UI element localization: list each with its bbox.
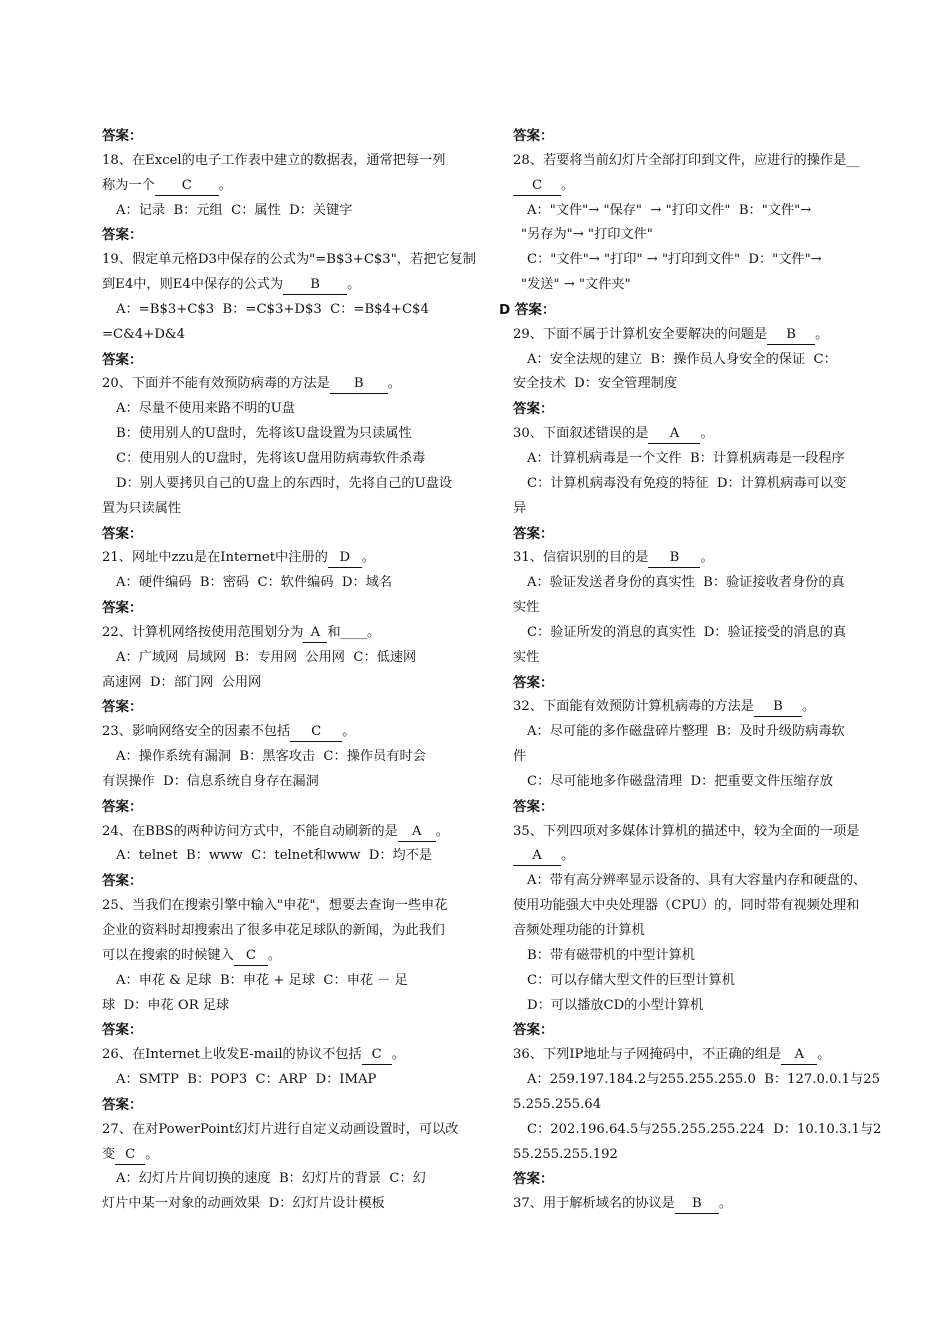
answer-blank: B [648, 549, 700, 568]
option-line: C：计算机病毒没有免疫的特征 D：计算机病毒可以变 [527, 475, 847, 491]
continuation-line: 球 D：申花 OR 足球 [102, 997, 230, 1013]
answer-blank: C [362, 1046, 392, 1065]
answer-blank: B [767, 326, 815, 345]
answer-blank: B [330, 375, 388, 394]
option-line: C：使用别人的U盘时，先将该U盘用防病毒软件杀毒 [116, 450, 426, 466]
answer-blank: A [513, 847, 561, 866]
question-suffix: 。 [435, 823, 449, 839]
question-line [513, 174, 893, 199]
question-suffix: 。 [815, 326, 829, 342]
right-column [499, 124, 893, 1217]
answer-label: 答案： [102, 128, 143, 144]
answer-label: 答案： [513, 798, 554, 815]
question-line [513, 820, 893, 845]
answer-label: 答案： [102, 525, 143, 542]
answer-label: 答案： [102, 351, 143, 368]
question-text: 22、计算机网络按使用范围划分为 [102, 624, 304, 640]
question-text: 称为一个 [102, 177, 155, 193]
question-text: 31、信宿识别的目的是 [513, 550, 649, 566]
option-line: A：计算机病毒是一个文件 B：计算机病毒是一段程序 [527, 450, 845, 466]
answer-label: 答案： [513, 401, 554, 418]
answer-label: 答案： [102, 798, 143, 815]
answer-blank: C [115, 1146, 145, 1165]
question-text: 29、下面不属于计算机安全要解决的问题是 [513, 326, 768, 342]
question-text: 21、网址中zzu是在Internet中注册的 [102, 550, 328, 566]
continuation-line: 高速网 D：部门网 公用网 [102, 674, 262, 690]
question-suffix: 。 [218, 177, 232, 193]
question-text: 25、当我们在搜索引擎中输入"申花"，想要去查询一些申花 [102, 898, 448, 914]
answer-label: 答案： [513, 1022, 554, 1039]
question-line [102, 1043, 480, 1068]
question-text: 30、下面叙述错误的是 [513, 426, 649, 442]
option-line: B：使用别人的U盘时，先将该U盘设置为只读属性 [116, 426, 412, 442]
question-text: 27、在对PowerPoint幻灯片进行自定义动画设置时，可以改 [102, 1121, 459, 1137]
continuation-line: "发送" → "文件夹" [521, 277, 631, 293]
question-line [102, 372, 480, 397]
question-suffix: 。 [347, 277, 361, 293]
question-line [513, 1043, 893, 1068]
question-suffix: 。 [145, 1146, 159, 1162]
continuation-line: =C&4+D&4 [102, 326, 186, 342]
question-line [102, 1143, 480, 1168]
question-suffix: 。 [561, 177, 575, 193]
answer-blank: B [675, 1195, 719, 1214]
left-column [102, 124, 480, 1217]
option-line: A：操作系统有漏洞 B：黑客攻击 C：操作员有时会 [116, 749, 426, 765]
answer-label: 答案： [102, 699, 143, 716]
option-line: A：广域网 局域网 B：专用网 公用网 C：低速网 [116, 649, 417, 665]
question-line [102, 248, 480, 273]
answer-blank: C [155, 177, 219, 196]
answer-blank: B [283, 276, 347, 295]
option-line: B：带有磁带机的中型计算机 [527, 947, 695, 963]
option-line: A：SMTP B：POP3 C：ARP D：IMAP [116, 1072, 377, 1088]
question-suffix: 。 [387, 376, 401, 392]
answer-label: 答案： [102, 1022, 143, 1039]
continuation-line: "另存为"→ "打印文件" [521, 227, 653, 243]
continuation-line: 使用功能强大中央处理器（CPU）的，同时带有视频处理和 [513, 898, 860, 914]
question-line [102, 273, 480, 298]
question-line [513, 1192, 893, 1217]
question-line [513, 695, 893, 720]
question-suffix: 。 [391, 1047, 405, 1063]
option-line: A：申花 & 足球 B：申花 + 足球 C：申花 － 足 [116, 972, 408, 988]
question-text: 18、在Excel的电子工作表中建立的数据表，通常把每一列 [102, 152, 446, 168]
answer-label: 答案： [102, 227, 143, 244]
option-line: C：可以存储大型文件的巨型计算机 [527, 972, 735, 988]
question-suffix: 。 [817, 1047, 831, 1063]
question-line [513, 422, 893, 447]
question-text: 37、用于解析域名的协议是 [513, 1196, 675, 1212]
question-text: 19、假定单元格D3中保存的公式为"=B$3+C$3"，若把它复制 [102, 252, 476, 268]
answer-blank: A [781, 1046, 817, 1065]
question-line [513, 844, 893, 869]
answer-blank: A [648, 425, 700, 444]
continuation-line: 异 [513, 500, 527, 516]
option-line: C："文件"→ "打印" → "打印到文件" D："文件"→ [527, 252, 822, 268]
option-line: C：202.196.64.5与255.255.255.224 D：10.10.3.1与2 [527, 1121, 882, 1137]
answer-blank: A [398, 823, 436, 842]
question-text: 28、若要将当前幻灯片全部打印到文件，应进行的操作是__ [513, 152, 860, 168]
question-text: 24、在BBS的两种访问方式中，不能自动刷新的是 [102, 823, 398, 839]
continuation-line: 实性 [513, 600, 540, 616]
question-suffix: 。 [718, 1196, 733, 1212]
option-line: A：尽可能的多作磁盘碎片整理 B：及时升级防病毒软 [527, 724, 845, 740]
option-line: A：telnet B：www C：telnet和www D：均不是 [116, 848, 433, 864]
question-suffix: 。 [700, 426, 714, 442]
answer-blank: A [303, 624, 327, 643]
question-suffix: 。 [561, 848, 575, 864]
answer-label: D 答案： [499, 301, 556, 318]
continuation-line: 灯片中某一对象的动画效果 D：幻灯片设计模板 [102, 1196, 385, 1212]
question-suffix: 。 [342, 724, 356, 740]
question-line [102, 894, 480, 919]
question-suffix: 。 [361, 550, 375, 566]
option-line: A：安全法规的建立 B：操作员人身安全的保证 C： [527, 351, 837, 367]
question-suffix: 。 [267, 947, 282, 963]
answer-blank: C [290, 723, 342, 742]
question-suffix: 和____。 [327, 624, 381, 640]
continuation-line: 5.255.255.64 [513, 1096, 602, 1112]
option-line: A：259.197.184.2与255.255.255.0 B：127.0.0.1与25 [527, 1072, 881, 1088]
continuation-line: 置为只读属性 [102, 500, 182, 516]
question-line [513, 149, 893, 174]
question-text: 变 [102, 1146, 116, 1162]
option-line: A：带有高分辨率显示设备的、具有大容量内存和硬盘的、 [527, 873, 867, 889]
option-line: A：幻灯片片间切换的速度 B：幻灯片的背景 C：幻 [116, 1171, 426, 1187]
question-text: 35、下列四项对多媒体计算机的描述中，较为全面的一项是 [513, 823, 860, 839]
question-text: 23、影响网络安全的因素不包括 [102, 724, 291, 740]
option-line: A：=B$3+C$3 B：=C$3+D$3 C：=B$4+C$4 [116, 301, 429, 317]
answer-label: 答案： [102, 1096, 143, 1113]
answer-blank: D [328, 549, 362, 568]
answer-label: 答案： [102, 600, 143, 617]
question-line [513, 323, 893, 348]
option-line: C：验证所发的消息的真实性 D：验证接受的消息的真 [527, 624, 847, 640]
option-line: A：尽量不使用来路不明的U盘 [116, 401, 295, 417]
answer-label: 答案： [513, 674, 554, 691]
question-text: 可以在搜索的时候键入 [102, 947, 234, 963]
answer-label: 答案： [102, 873, 143, 890]
question-text: 到E4中，则E4中保存的公式为 [102, 277, 284, 293]
continuation-line: 安全技术 D：安全管理制度 [513, 376, 678, 392]
question-line [102, 621, 480, 646]
continuation-line: 实性 [513, 649, 540, 665]
option-line: C：尽可能地多作磁盘清理 D：把重要文件压缩存放 [527, 773, 833, 789]
option-line: A：记录 B：元组 C：属性 D：关键字 [116, 202, 353, 218]
continuation-line: 企业的资料时却搜索出了很多申花足球队的新闻，为此我们 [102, 923, 445, 938]
answer-label: 答案： [513, 1171, 554, 1188]
question-text: 20、下面并不能有效预防病毒的方法是 [102, 376, 330, 392]
question-line [513, 546, 893, 571]
continuation-line: 音频处理功能的计算机 [513, 923, 645, 938]
option-line: D：别人要拷贝自己的U盘上的东西时，先将自己的U盘设 [116, 475, 453, 491]
question-line [102, 546, 480, 571]
question-text: 36、下列IP地址与子网掩码中，不正确的组是 [513, 1047, 782, 1063]
option-line: A："文件"→ "保存" → "打印文件" B："文件"→ [527, 202, 812, 218]
answer-label: 答案： [513, 128, 554, 144]
question-line [102, 149, 480, 174]
continuation-line: 件 [513, 749, 527, 765]
question-suffix: 。 [801, 699, 816, 715]
option-line: D：可以播放CD的小型计算机 [527, 997, 704, 1013]
answer-blank: C [234, 947, 268, 966]
question-line [102, 820, 480, 845]
question-text: 26、在Internet上收发E-mail的协议不包括 [102, 1047, 362, 1063]
question-line [102, 1118, 480, 1143]
answer-blank: C [513, 177, 561, 196]
question-line [102, 944, 480, 969]
answer-blank: B [754, 698, 802, 717]
answer-label: 答案： [513, 525, 554, 542]
continuation-line: 55.255.255.192 [513, 1146, 618, 1162]
option-line: A：验证发送者身份的真实性 B：验证接收者身份的真 [527, 575, 845, 591]
question-line [102, 720, 480, 745]
question-line [102, 174, 480, 199]
question-text: 32、下面能有效预防计算机病毒的方法是 [513, 699, 754, 715]
question-suffix: 。 [700, 550, 714, 566]
continuation-line: 有误操作 D：信息系统自身存在漏洞 [102, 773, 319, 789]
option-line: A：硬件编码 B：密码 C：软件编码 D：域名 [116, 575, 393, 591]
